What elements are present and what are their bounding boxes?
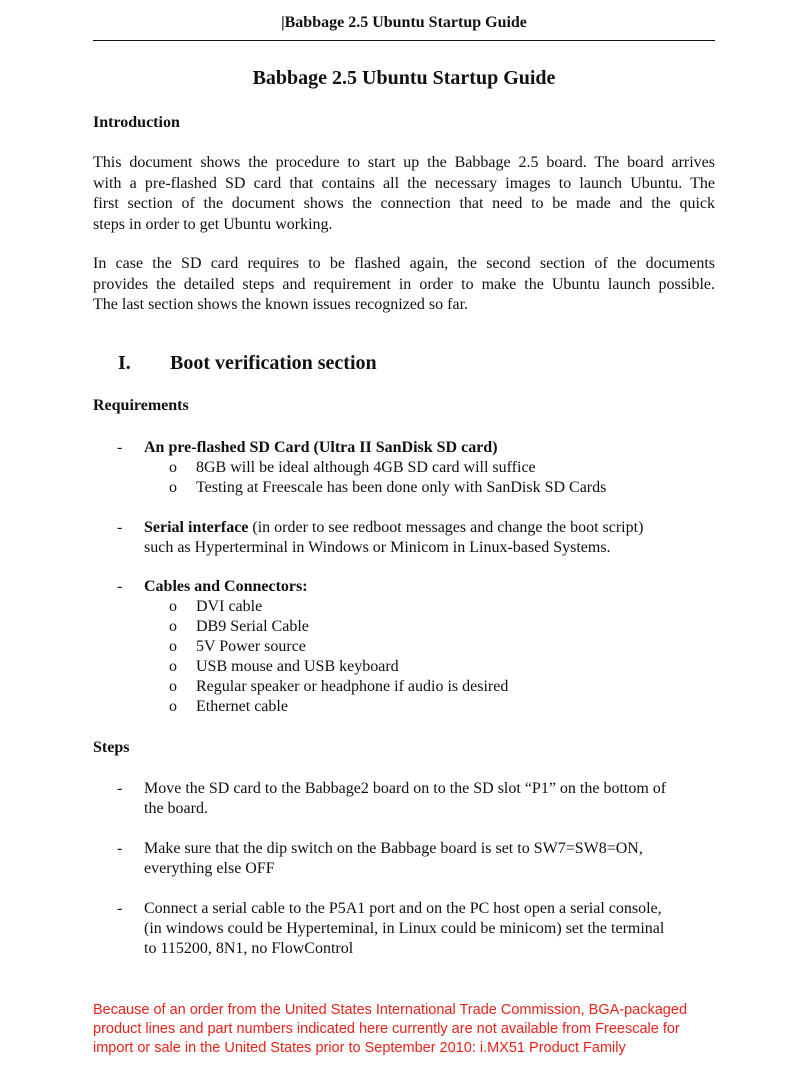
sub-bullet: o	[169, 598, 177, 615]
cable-item: 5V Power source	[196, 638, 306, 655]
sub-bullet: o	[169, 658, 177, 675]
running-header: |Babbage 2.5 Ubuntu Startup Guide	[281, 14, 527, 31]
cable-item: DB9 Serial Cable	[196, 618, 309, 635]
cable-item: Ethernet cable	[196, 698, 288, 715]
step-item-cont: everything else OFF	[144, 860, 275, 877]
header-rule	[93, 40, 715, 41]
bullet-dash: -	[117, 780, 123, 797]
sub-bullet: o	[169, 479, 177, 496]
step-item-cont: (in windows could be Hyperteminal, in Linux could be minicom) set the terminal	[144, 920, 665, 937]
cable-item: DVI cable	[196, 598, 263, 615]
sd-card-sub-item: Testing at Freescale has been done only with SanDisk SD Cards	[196, 479, 607, 496]
bullet-dash: -	[117, 519, 123, 536]
requirement-sd-card	[144, 438, 724, 458]
cable-item: Regular speaker or headphone if audio is desired	[196, 678, 509, 695]
bullet-dash: -	[117, 439, 123, 456]
notice-line: Because of an order from the United States International Trade Commission, BGA-packaged	[93, 1002, 688, 1018]
intro-paragraph-1	[93, 153, 715, 235]
intro-p2-line: The last section shows the known issues recognized so far.	[93, 296, 469, 313]
section-title: Boot verification section	[170, 352, 377, 374]
cable-item: USB mouse and USB keyboard	[196, 658, 399, 675]
intro-p1-line: with a pre-flashed SD card that contains all the necessary images to launch Ubuntu. The	[93, 174, 715, 192]
requirement-label: Serial interface	[144, 519, 249, 536]
step-item-cont: to 115200, 8N1, no FlowControl	[144, 940, 354, 957]
bullet-dash: -	[117, 900, 123, 917]
requirement-label: An pre-flashed SD Card (Ultra II SanDisk SD card)	[144, 439, 498, 456]
steps-heading: Steps	[93, 739, 130, 756]
requirement-label: Cables and Connectors:	[144, 578, 308, 595]
step-item: Make sure that the dip switch on the Babbage board is set to SW7=SW8=ON,	[144, 840, 643, 857]
intro-paragraph-2	[93, 254, 715, 316]
intro-p1-line: steps in order to get Ubuntu working.	[93, 215, 333, 233]
document-title: Babbage 2.5 Ubuntu Startup Guide	[252, 67, 556, 89]
step-item: Move the SD card to the Babbage2 board on to the SD slot “P1” on the bottom of	[144, 780, 667, 797]
requirement-text: (in order to see redboot messages and change the boot script)	[248, 519, 644, 536]
notice-line: import or sale in the United States prior to September 2010: i.MX51 Product Family	[93, 1040, 626, 1056]
notice-line: product lines and part numbers indicated here currently are not available from Freescale for	[93, 1021, 680, 1037]
sd-card-sub-item: 8GB will be ideal although 4GB SD card will suffice	[196, 459, 536, 476]
requirements-heading: Requirements	[93, 397, 189, 414]
step-item-cont: the board.	[144, 800, 208, 817]
intro-p2-line: provides the detailed steps and requirement in order to make the Ubuntu launch possible.	[93, 275, 715, 293]
step-item: Connect a serial cable to the P5A1 port and on the PC host open a serial console,	[144, 900, 662, 917]
introduction-heading: Introduction	[93, 114, 180, 131]
requirement-serial	[144, 518, 724, 538]
section-number: I.	[118, 352, 131, 374]
section-heading	[118, 352, 377, 375]
sub-bullet: o	[169, 678, 177, 695]
sub-bullet: o	[169, 618, 177, 635]
trade-commission-notice	[93, 1001, 733, 1058]
sub-bullet: o	[169, 459, 177, 476]
sub-bullet: o	[169, 638, 177, 655]
intro-p1-line: first section of the document shows the connection that need to be made and the quick	[93, 195, 715, 212]
sub-bullet: o	[169, 698, 177, 715]
bullet-dash: -	[117, 840, 123, 857]
bullet-dash: -	[117, 578, 123, 595]
intro-p2-line: In case the SD card requires to be flashed again, the second section of the documents	[93, 255, 715, 272]
requirement-cables	[144, 577, 724, 597]
requirement-serial-cont: such as Hyperterminal in Windows or Minicom in Linux-based Systems.	[144, 539, 611, 556]
intro-p1-line: This document shows the procedure to start up the Babbage 2.5 board. The board arrives	[93, 154, 715, 171]
